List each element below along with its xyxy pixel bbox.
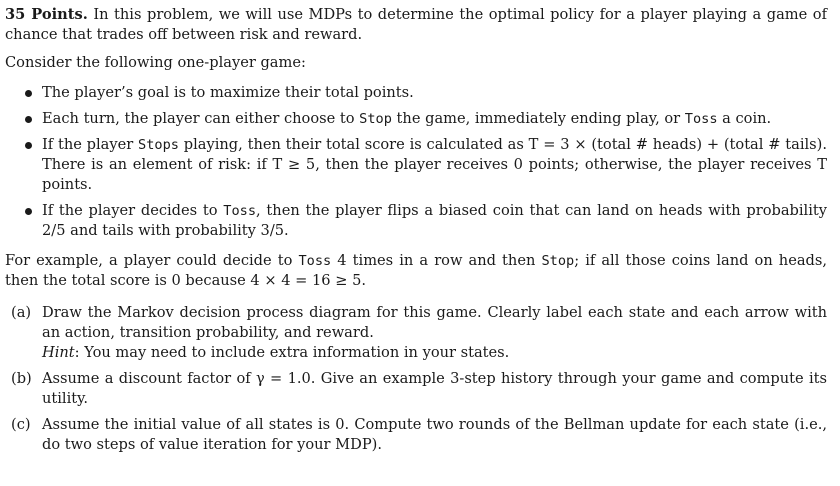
bullet-dot [25,116,32,123]
hint-text: : You may need to include extra information in your states. [74,344,510,361]
code-stop: Stop [359,111,392,127]
part-text: Draw the Markov decision process diagram for this game. Clearly label each state and each arrow with an action, transition probability, and reward. [42,304,827,341]
code-stops: Stops [138,137,179,153]
consider-line: Consider the following one-player game: [5,54,306,71]
example-mid: 4 times in a row and then [331,252,542,269]
bullet-dot [25,208,32,215]
part-label: (c) [11,416,31,433]
rule-text: The player’s goal is to maximize their total points. [42,84,414,101]
bullet-dot [25,90,32,97]
question-parts [5,303,827,455]
rule-text-post: , then the player flips a biased coin that can land on heads with probability 2/5 and tails with probability 3/5. [42,202,827,239]
question-part-a [11,303,827,363]
code-toss: Toss [223,203,257,219]
rule-text-pre: If the player decides to [42,202,224,219]
rule-text-pre: If the player [42,136,139,153]
rule-text-mid: the game, immediately ending play, or [391,110,685,127]
problem-intro [5,5,827,45]
example-pre: For example, a player could decide to [5,252,299,269]
points-label: 35 Points. [5,6,88,23]
code-toss: Toss [684,111,718,127]
question-part-c [11,415,827,455]
part-label: (b) [11,370,32,387]
rule-item [42,135,827,195]
rule-text-post: playing, then their total score is calculated as T = 3 × (total # heads) + (total # tails). There is an element of risk: if T ≥ 5, then the player receives 0 points; otherwise, the player receives T points. [42,136,827,193]
part-text: Assume the initial value of all states is 0. Compute two rounds of the Bellman update for each state (i.e., do two steps of value iteration for your MDP). [42,416,827,453]
example-paragraph [5,251,827,291]
code-stop: Stop [541,253,575,269]
code-toss: Toss [298,253,332,269]
rule-item [42,201,827,241]
problem-document [5,5,827,461]
part-label: (a) [11,304,32,321]
rule-text-post: a coin. [717,110,772,127]
part-text: Assume a discount factor of γ = 1.0. Give an example 3-step history through your game and compute its utility. [42,370,827,407]
rule-item [42,109,827,129]
example-post: ; if all those coins land on heads, then the total score is 0 because 4 × 4 = 16 ≥ 5. [5,252,828,289]
rule-item [42,83,827,103]
bullet-dot [25,142,32,149]
intro-text: In this problem, we will use MDPs to determine the optimal policy for a player playing a game of chance that trades off between risk and reward. [5,6,827,43]
hint-label: Hint [42,344,75,361]
rules-list [5,83,827,241]
question-part-b [11,369,827,409]
rule-text-pre: Each turn, the player can either choose to [42,110,360,127]
